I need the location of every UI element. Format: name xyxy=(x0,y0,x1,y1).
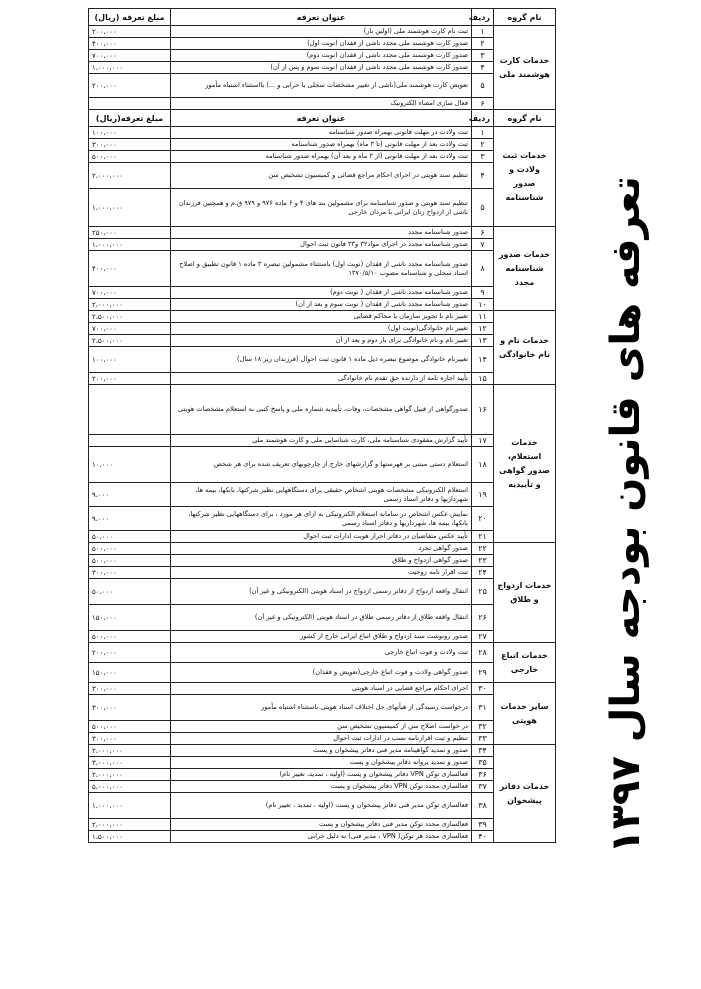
table-row xyxy=(89,781,556,793)
tariff-amount: ۳۰۰،۰۰۰ xyxy=(89,733,171,745)
row-number: ۳۲ xyxy=(472,721,494,733)
header-row xyxy=(89,110,556,127)
row-number: ۱ xyxy=(472,26,494,38)
group-name: خدمات ثبت ولادت و صدور شناسنامه xyxy=(494,127,556,227)
tariff-amount xyxy=(89,98,171,110)
row-number: ۲۹ xyxy=(472,663,494,683)
tariff-amount: ۱۵۰،۰۰۰ xyxy=(89,663,171,683)
tariff-amount: ۱۰۰،۰۰۰ xyxy=(89,127,171,139)
tariff-title: تنظیم و ثبت اقرارنامه نسب در ادارات ثبت احوال xyxy=(171,733,472,745)
table-row xyxy=(89,733,556,745)
tariff-amount: ۲،۰۰۰،۰۰۰ xyxy=(89,745,171,757)
tariff-amount: ۱۵۰،۰۰۰ xyxy=(89,605,171,631)
row-number: ۴ xyxy=(472,62,494,74)
header-row xyxy=(89,9,556,26)
row-number: ۳۸ xyxy=(472,793,494,819)
table-row xyxy=(89,447,556,483)
header-title: عنوان تعرفه xyxy=(171,9,472,26)
row-number: ۱۴ xyxy=(472,347,494,373)
row-number: ۳۰ xyxy=(472,683,494,695)
group-name: خدمات دفاتر پیشخوان xyxy=(494,745,556,843)
tariff-title: صدور گواهی ولادت و فوت اتباع خارجی(تعویض و فقدان) xyxy=(171,663,472,683)
tariff-title: تغییر نام و نام خانوادگی برای بار دوم و بعد از آن xyxy=(171,335,472,347)
tariff-title: فعالسازی توکن مدیر فنی دفاتر پیشخوان و پست (اولیه ، تمدید ، تغییر نام) xyxy=(171,793,472,819)
table-row xyxy=(89,127,556,139)
header-group: نام گروه xyxy=(494,9,556,26)
table-row xyxy=(89,531,556,543)
header-group: نام گروه xyxy=(494,110,556,127)
tariff-title: انتقال واقعه ازدواج از دفاتر رسمی ازدواج در اسناد هویتی (الکترونیکی و غیر آن) xyxy=(171,579,472,605)
table-row xyxy=(89,745,556,757)
side-title-text: تعرفه های قانون بودجه سال ۱۳۹۷ xyxy=(603,176,649,854)
group-name: خدمات استعلام، صدور گواهی و تأییدیه xyxy=(494,385,556,543)
tariff-title: صدور شناسنامه مجدد ناشی از فقدان ( نوبت سوم و بعد از آن) xyxy=(171,299,472,311)
table-row xyxy=(89,139,556,151)
tariff-title: تأیید اجازه نامه از دارنده حق تقدم نام خانوادگی xyxy=(171,373,472,385)
row-number: ۱۷ xyxy=(472,435,494,447)
table-row xyxy=(89,151,556,163)
tariff-title: ثبت ولادت در مهلت قانونی بهمراه صدور شناسنامه xyxy=(171,127,472,139)
tariff-amount: ۲۰۰،۰۰۰ xyxy=(89,373,171,385)
row-number: ۲۸ xyxy=(472,643,494,663)
group-name: سایر خدمات هویتی xyxy=(494,683,556,745)
side-title-graphic xyxy=(570,176,680,854)
row-number: ۵ xyxy=(472,74,494,98)
group-name: خدمات نام و نام خانوادگی xyxy=(494,311,556,385)
row-number: ۲۷ xyxy=(472,631,494,643)
row-number: ۲۲ xyxy=(472,543,494,555)
tariff-amount: ۵۰،۰۰۰ xyxy=(89,579,171,605)
table-row xyxy=(89,323,556,335)
tariff-title: ثبت ولادت بعد از مهلت قانونی (تا ۳ ماه) بهمراه صدور شناسنامه xyxy=(171,139,472,151)
group-name: خدمات صدور شناسنامه مجدد xyxy=(494,227,556,311)
row-number: ۲۳ xyxy=(472,555,494,567)
tariff-amount: ۳،۰۰۰،۰۰۰ xyxy=(89,757,171,769)
tariff-title: صدور گواهی تجرد xyxy=(171,543,472,555)
table-row xyxy=(89,299,556,311)
tariff-title: صدور کارت هوشمند ملی مجدد ناشی از فقدان (نوبت دوم) xyxy=(171,50,472,62)
row-number: ۳۹ xyxy=(472,819,494,831)
row-number: ۴ xyxy=(472,163,494,189)
table-row xyxy=(89,26,556,38)
row-number: ۳۷ xyxy=(472,781,494,793)
row-number: ۱ xyxy=(472,127,494,139)
tariff-amount: ۲،۵۰۰،۰۰۰ xyxy=(89,335,171,347)
table-row xyxy=(89,543,556,555)
row-number: ۱۶ xyxy=(472,385,494,435)
group-name: خدمات اتباع خارجی xyxy=(494,643,556,683)
tariff-amount: ۲،۵۰۰،۰۰۰ xyxy=(89,311,171,323)
table-row xyxy=(89,62,556,74)
tariff-title: در خواست اصلاح سن از کمیسیون تشخیص سن xyxy=(171,721,472,733)
header-amount: مبلغ تعرفه(ریال) xyxy=(89,110,171,127)
row-number: ۲۰ xyxy=(472,507,494,531)
table-row xyxy=(89,769,556,781)
tariff-title: تنظیم سند هویتی در اجرای احکام مراجع قضائی و کمیسیون تشخیص سن xyxy=(171,163,472,189)
table-row xyxy=(89,567,556,579)
tariff-amount: ۲۰۰،۰۰۰ xyxy=(89,26,171,38)
table-row xyxy=(89,579,556,605)
tariff-amount: ۱۰،۰۰۰ xyxy=(89,447,171,483)
tariff-amount: ۳۰۰،۰۰۰ xyxy=(89,567,171,579)
tariff-title: ثبت ولادت و فوت اتباع خارجی xyxy=(171,643,472,663)
tariff-title: ثبت نام کارت هوشمند ملی (اولین بار) xyxy=(171,26,472,38)
tariff-document xyxy=(88,8,556,843)
row-number: ۲ xyxy=(472,38,494,50)
tariff-title: صدور شناسنامه مجدد ناشی از فقدان (نوبت اول) باستثناء مشمولین تبصره ۳ ماده ۱ قانون تطبیق و اصلاح اسناد سجلی و شناسنامه مصوب ۱۳۷۰/۵/۱۰ xyxy=(171,251,472,287)
tariff-title: تعویض کارت هوشمند ملی(ناشی از تغییر مشخصات سجلی یا خرابی و ...) بااستثناء اشتباه مأمور xyxy=(171,74,472,98)
tariff-title: تغییر نام با تجویز سازمان یا محاکم قضایی xyxy=(171,311,472,323)
tariff-amount: ۲۵۰،۰۰۰ xyxy=(89,227,171,239)
table-row xyxy=(89,347,556,373)
row-number: ۶ xyxy=(472,227,494,239)
tariff-amount: ۵۰۰،۰۰۰ xyxy=(89,543,171,555)
tariff-amount: ۲،۰۰۰،۰۰۰ xyxy=(89,819,171,831)
tariff-amount: ۲۰۰،۰۰۰ xyxy=(89,74,171,98)
tariff-title: صدور شناسنامه مجدد در اجرای مواد۳۲ و۳۳ قانون ثبت احوال xyxy=(171,239,472,251)
row-number: ۱۵ xyxy=(472,373,494,385)
row-number: ۱۲ xyxy=(472,323,494,335)
table-row xyxy=(89,643,556,663)
row-number: ۲۵ xyxy=(472,579,494,605)
tariff-amount: ۷۰۰،۰۰۰ xyxy=(89,323,171,335)
tariff-amount: ۵۰۰،۰۰۰ xyxy=(89,151,171,163)
table-row xyxy=(89,98,556,110)
tariff-amount: ۱،۰۰۰،۰۰۰ xyxy=(89,793,171,819)
tariff-title: تأیید عکس متقاضیان در دفاتر احراز هویت ادارات ثبت احوال xyxy=(171,531,472,543)
tariff-title: صدورگواهی از قبیل گواهی مشخصات، وفات، تأییدیه شماره ملی و پاسخ کتبی به استعلام مشخصات هویتی xyxy=(171,385,472,435)
tariff-amount: ۲۰۰،۰۰۰ xyxy=(89,643,171,663)
tariff-title: ثبت ولادت بعد از مهلت قانونی (از ۳ ماه و بعد آن) بهمراه صدور شناسنامه xyxy=(171,151,472,163)
row-number: ۱۱ xyxy=(472,311,494,323)
table-row xyxy=(89,335,556,347)
tariff-title: نمایش عکس اشخاص در سامانه استعلام الکترونیکی به ازای هر مورد ، برای دستگاههایی نظیر شرکتها، بانکها، بیمه ها، شهرداریها و دفاتر اسناد رسمی xyxy=(171,507,472,531)
tariff-amount: ۱۰۰،۰۰۰ xyxy=(89,347,171,373)
table-row xyxy=(89,227,556,239)
table-row xyxy=(89,721,556,733)
table-row xyxy=(89,163,556,189)
tariff-title: تنظیم سند هویتی و صدور شناسنامه برای مشمولین بند های ۴ و ۶ ماده ۹۷۶ و ۹۷۹ ق.م و همچنین فرزندان ناشی از ازدواج زنان ایرانی با مردان خارجی xyxy=(171,189,472,227)
tariff-title: صدور رونوشت سند ازدواج و طلاق اتباع ایرانی خارج از کشور xyxy=(171,631,472,643)
table-row xyxy=(89,793,556,819)
tariff-amount: ۴۰۰،۰۰۰ xyxy=(89,38,171,50)
tariff-amount: ۵۰،۰۰۰ xyxy=(89,531,171,543)
tariff-title: استعلام الکترونیکی مشخصات هویتی اشخاص حقیقی برای دستگاههایی نظیر شرکتها، بانکها، بیمه ها، شهرداریها و دفاتر اسناد رسمی xyxy=(171,483,472,507)
tariff-amount: ۲،۰۰۰،۰۰۰ xyxy=(89,163,171,189)
tariff-amount: ۱،۰۰۰،۰۰۰ xyxy=(89,62,171,74)
row-number: ۳۴ xyxy=(472,745,494,757)
table-row xyxy=(89,695,556,721)
tariff-title: صدور و تمدید پروانه دفاتر پیشخوان و پست xyxy=(171,757,472,769)
tariff-amount: ۱،۵۰۰،۰۰۰ xyxy=(89,831,171,843)
table-row xyxy=(89,74,556,98)
tariff-amount: ۹،۰۰۰ xyxy=(89,483,171,507)
tariff-amount xyxy=(89,435,171,447)
tariff-amount: ۵۰۰،۰۰۰ xyxy=(89,555,171,567)
table-row xyxy=(89,819,556,831)
table-row xyxy=(89,385,556,435)
row-number: ۲۶ xyxy=(472,605,494,631)
tariff-amount: ۹،۰۰۰ xyxy=(89,507,171,531)
tariff-table xyxy=(88,8,556,843)
tariff-title: تغییر نام خانوادگی(نوبت اول) xyxy=(171,323,472,335)
table-row xyxy=(89,287,556,299)
tariff-amount: ۴۰۰،۰۰۰ xyxy=(89,251,171,287)
tariff-amount: ۵۰۰،۰۰۰ xyxy=(89,721,171,733)
tariff-title: تغییرنام خانوادگی موضوع تبصره ذیل ماده ۱ قانون ثبت احوال (فرزندان زیر ۱۸ سال) xyxy=(171,347,472,373)
row-number: ۳۵ xyxy=(472,757,494,769)
header-title: عنوان تعرفه xyxy=(171,110,472,127)
row-number: ۹ xyxy=(472,287,494,299)
row-number: ۱۳ xyxy=(472,335,494,347)
tariff-title: فعالسازی مجدد توکن VPN دفاتر پیشخوان و پست xyxy=(171,781,472,793)
row-number: ۷ xyxy=(472,239,494,251)
tariff-amount xyxy=(89,385,171,435)
tariff-title: صدور گواهی ازدواج و طلاق xyxy=(171,555,472,567)
side-title xyxy=(570,176,680,854)
table-row xyxy=(89,683,556,695)
row-number: ۲۱ xyxy=(472,531,494,543)
group-name: خدمات ازدواج و طلاق xyxy=(494,543,556,643)
tariff-title: اجرای احکام مراجع قضایی در اسناد هویتی xyxy=(171,683,472,695)
tariff-amount: ۳۰۰،۰۰۰ xyxy=(89,683,171,695)
table-row xyxy=(89,831,556,843)
table-row xyxy=(89,555,556,567)
table-row xyxy=(89,663,556,683)
table-row xyxy=(89,311,556,323)
tariff-title: فعال سازی امضاء الکترونیک xyxy=(171,98,472,110)
row-number: ۳۳ xyxy=(472,733,494,745)
row-number: ۸ xyxy=(472,251,494,287)
row-number: ۴۰ xyxy=(472,831,494,843)
tariff-amount: ۲،۰۰۰،۰۰۰ xyxy=(89,299,171,311)
tariff-amount: ۷۰۰،۰۰۰ xyxy=(89,287,171,299)
header-amount: مبلغ تعرفه (ریال) xyxy=(89,9,171,26)
row-number: ۳۶ xyxy=(472,769,494,781)
row-number: ۶ xyxy=(472,98,494,110)
tariff-amount: ۳۰۰،۰۰۰ xyxy=(89,695,171,721)
tariff-amount: ۵۰۰،۰۰۰ xyxy=(89,631,171,643)
table-row xyxy=(89,605,556,631)
row-number: ۲ xyxy=(472,139,494,151)
table-row xyxy=(89,38,556,50)
table-row xyxy=(89,239,556,251)
tariff-title: فعالسازی توکن VPN دفاتر پیشخوان و پست (اولیه ، تمدید، تغییر نام) xyxy=(171,769,472,781)
tariff-amount: ۳۰۰،۰۰۰ xyxy=(89,139,171,151)
table-row xyxy=(89,373,556,385)
row-number: ۱۰ xyxy=(472,299,494,311)
row-number: ۲۴ xyxy=(472,567,494,579)
table-row xyxy=(89,435,556,447)
header-num: ردیف xyxy=(472,9,494,26)
header-num: ردیف xyxy=(472,110,494,127)
tariff-title: صدور کارت هوشمند ملی مجدد ناشی از فقدان (نوبت سوم و پس از آن) xyxy=(171,62,472,74)
table-row xyxy=(89,189,556,227)
table-row xyxy=(89,483,556,507)
tariff-title: صدور شناسنامه مجدد xyxy=(171,227,472,239)
row-number: ۱۹ xyxy=(472,483,494,507)
tariff-title: درخواست رسیدگی از هیأتهای حل اختلاف اسناد هویتی باستثناء اشتباه مأمور xyxy=(171,695,472,721)
tariff-title: فعالسازی مجدد هر توکن( VPN ، مدیر فنی) به دلیل خرابی xyxy=(171,831,472,843)
row-number: ۳۱ xyxy=(472,695,494,721)
tariff-amount: ۱،۰۰۰،۰۰۰ xyxy=(89,189,171,227)
table-row xyxy=(89,631,556,643)
row-number: ۱۸ xyxy=(472,447,494,483)
tariff-amount: ۵،۰۰۰،۰۰۰ xyxy=(89,781,171,793)
tariff-title: فعالسازی مجدد توکن مدیر فنی دفاتر پیشخوان و پست xyxy=(171,819,472,831)
row-number: ۵ xyxy=(472,189,494,227)
row-number: ۳ xyxy=(472,151,494,163)
tariff-title: صدور شناسنامه مجدد ناشی از فقدان ( نوبت دوم) xyxy=(171,287,472,299)
tariff-title: تأیید گزارش مفقودی شناسنامه ملی، کارت شناسایی ملی و کارت هوشمند ملی xyxy=(171,435,472,447)
tariff-amount: ۷۰۰،۰۰۰ xyxy=(89,50,171,62)
row-number: ۳ xyxy=(472,50,494,62)
table-row xyxy=(89,50,556,62)
tariff-title: ثبت اقرار نامه زوجیت xyxy=(171,567,472,579)
table-row xyxy=(89,757,556,769)
tariff-title: صدور و تمدید گواهینامه مدیر فنی دفاتر پیشخوان و پست xyxy=(171,745,472,757)
tariff-title: استعلام دستی مبتنی بر فهرستها و گزارشهای خارج از چارچوبهای تعریف شده برای هر شخص xyxy=(171,447,472,483)
tariff-title: صدور کارت هوشمند ملی مجدد ناشی از فقدان (نوبت اول) xyxy=(171,38,472,50)
group-name: خدمات کارت هوشمند ملی xyxy=(494,26,556,110)
tariff-title: انتقال واقعه طلاق از دفاتر رسمی طلاق در اسناد هویتی (الکترونیکی و غیر آن) xyxy=(171,605,472,631)
table-row xyxy=(89,251,556,287)
table-row xyxy=(89,507,556,531)
tariff-amount: ۱،۰۰۰،۰۰۰ xyxy=(89,239,171,251)
tariff-amount: ۲،۰۰۰،۰۰۰ xyxy=(89,769,171,781)
